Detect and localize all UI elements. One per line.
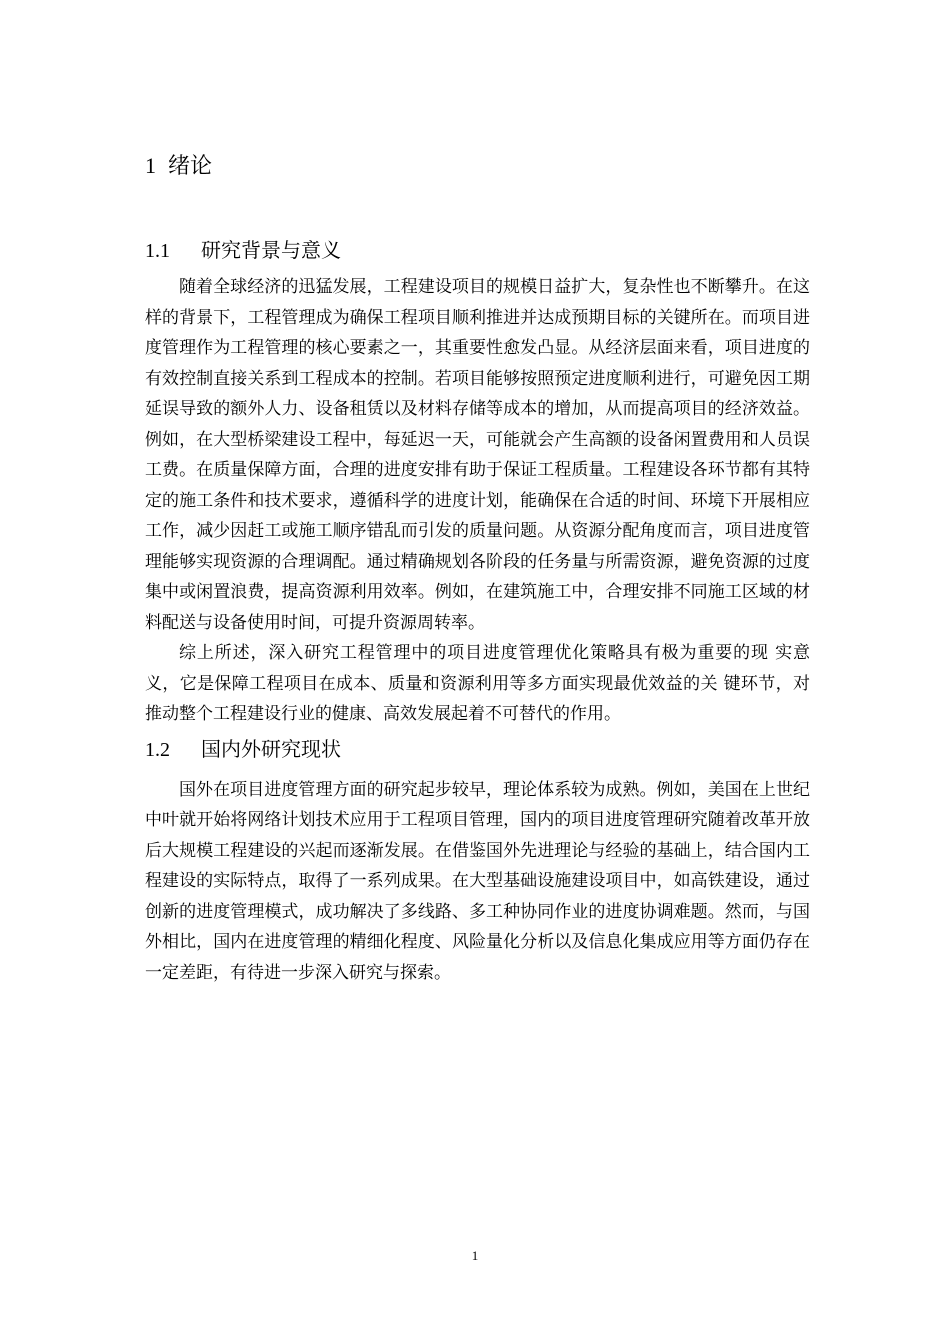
chapter-number: 1: [145, 153, 156, 178]
section-number: 1.1: [145, 240, 170, 262]
section-title: 国内外研究现状: [201, 736, 341, 761]
paragraph-summary: 综上所述，深入研究工程管理中的项目进度管理优化策略具有极为重要的现 实意义，它是保障工程项目在成本、质量和资源利用等多方面实现最优效益的关 键环节，对推动整个工程建设行业的健康、高效发展起着不可替代的作用。: [145, 643, 810, 724]
paragraph-background: 随着全球经济的迅猛发展，工程建设项目的规模日益扩大，复杂性也不断攀升。在这样的背景下，工程管理成为确保工程项目顺利推进并达成预期目标的关键所在。而项目进度管理作为工程管理的核心要素之一，其重要性愈发凸显。从经济层面来看，项目进度的有效控制直接关系到工程成本的控制。若项目能够按照预定进度顺利进行，可避免因工期延误导致的额外人力、设备租赁以及材料存储等成本的增加，从而提高项目的经济效益。例如，在大型桥梁建设工程中，每延迟一天，可能就会产生高额的设备闲置费用和人员误工费。在质量保障方面，合理的进度安排有助于保证工程质量。工程建设各环节都有其特定的施工条件和技术要求，遵循科学的进度计划，能确保在合适的时间、环境下开展相应工作，减少因赶工或施工顺序错乱而引发的质量问题。从资源分配角度而言，项目进度管理能够实现资源的合理调配。通过精确规划各阶段的任务量与所需资源，避免资源的过度集中或闲置浪费，提高资源利用效率。例如，在建筑施工中，合理安排不同施工区域的材料配送与设备使用时间，可提升资源周转率。: [145, 277, 810, 633]
section-heading-1-1: [145, 235, 810, 266]
chapter-heading: [145, 150, 810, 183]
page-content: [145, 150, 810, 988]
chapter-title: 绪论: [168, 154, 213, 179]
section-heading-1-2: [145, 734, 810, 765]
page-number: 1: [471, 1248, 479, 1263]
section-number: 1.2: [145, 738, 170, 761]
section-title: 研究背景与意义: [201, 238, 341, 262]
paragraph-research-status: 国外在项目进度管理方面的研究起步较早，理论体系较为成熟。例如，美国在上世纪中叶就开始将网络计划技术应用于工程项目管理，国内的项目进度管理研究随着改革开放后大规模工程建设的兴起而逐渐发展。在借鉴国外先进理论与经验的基础上，结合国内工程建设的实际特点，取得了一系列成果。在大型基础设施建设项目中，如高铁建设，通过创新的进度管理模式，成功解决了多线路、多工种协同作业的进度协调难题。然而，与国外相比，国内在进度管理的精细化程度、风险量化分析以及信息化集成应用等方面仍存在一定差距，有待进一步深入研究与探索。: [145, 779, 810, 983]
